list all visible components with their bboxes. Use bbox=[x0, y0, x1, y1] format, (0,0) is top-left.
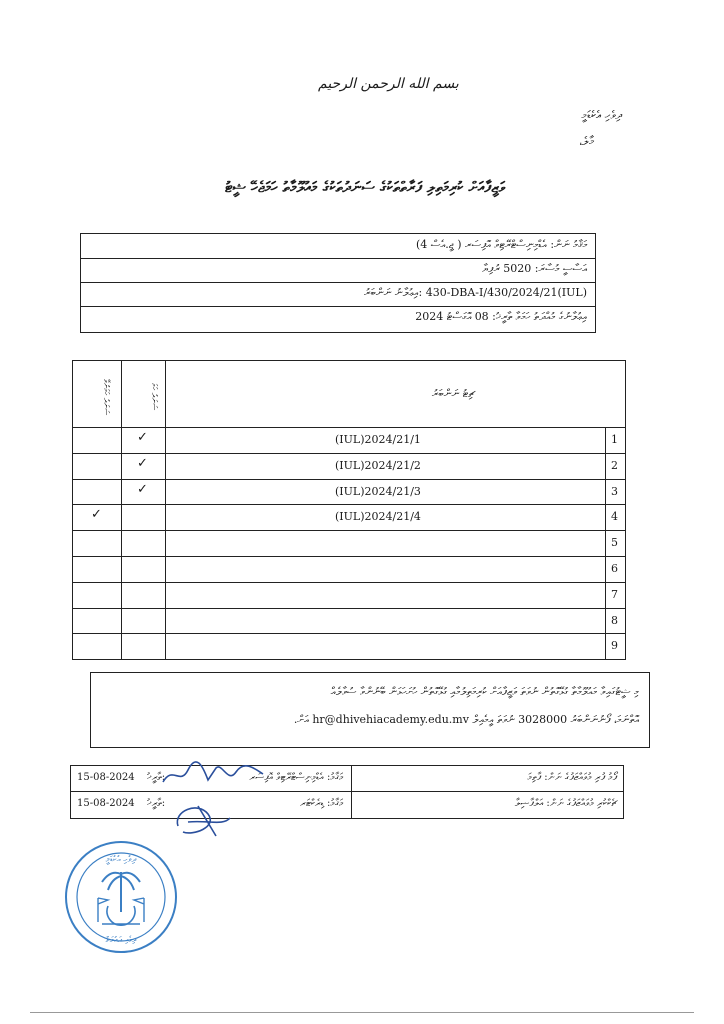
row-number: 6 bbox=[611, 562, 618, 575]
bismillah-calligraphy: بسم الله الرحمن الرحيم bbox=[318, 76, 459, 92]
sig1-date-label: ތާރީޚު: bbox=[147, 772, 166, 783]
sig2-checker: ޗެކްކުރި މުވައްޒަފުގެ ނަން: އަލްފާޟިލާ bbox=[514, 798, 617, 809]
info-row-deadline bbox=[81, 306, 595, 330]
row-number: 5 bbox=[611, 536, 618, 550]
sig1-date: 15-08-2024 bbox=[77, 772, 135, 783]
handwritten-signature-2 bbox=[168, 796, 238, 842]
sig2-position: މަޤާމު: ޑިރެކްޓަރ bbox=[299, 798, 343, 809]
stamp-bottom-text: ދިވެހި ދައުލަތް bbox=[105, 935, 137, 944]
notice-line-1: މި ޝީޓުގައިވާ މައުލޫމާތާ ގުޅޭގޮތުން ނުވަތަ ވަޒީފާއަށް ކުރިމަތިލުމާއި ގުޅޭގޮތުން ހުށަހަޅަން ބޭނުންވާ ސުވާލެއް bbox=[330, 685, 639, 698]
stamp-top-text: ދިވެހި އެކެޑަމީ bbox=[105, 855, 137, 865]
info-announcement-text: (IUL)430-DBA-I/430/2024/21 :އިޢުލާނު ނަންބަރު bbox=[363, 286, 587, 299]
sig1-preparer: ފޯމު ފުރި މުވައްޒަފުގެ ނަން: ފާތިމަ bbox=[527, 772, 617, 783]
application-code: (IUL)2024/21/2 bbox=[335, 458, 421, 472]
header-qualified: ސަނަދު ހަމަ bbox=[150, 383, 159, 411]
row-number: 2 bbox=[611, 458, 618, 472]
application-code: (IUL)2024/21/3 bbox=[335, 484, 421, 498]
applicants-table bbox=[72, 360, 626, 660]
document-title: ވަޒީފާއަށް ކުރިމަތިލި ފަރާތްތަކުގެ ސަނަދުތަކުގެ މައުލޫމާތު ހަމަޖެހޭ ޝީޓު bbox=[224, 178, 506, 196]
row-number: 8 bbox=[611, 613, 618, 627]
contact-notice-box bbox=[90, 672, 650, 748]
info-row-position bbox=[81, 234, 595, 259]
info-salary-text: އަސާސީ މުސާރަ: 5020 ރުފިޔާ bbox=[481, 262, 587, 275]
info-row-announcement bbox=[81, 282, 595, 307]
application-code: (IUL)2024/21/1 bbox=[335, 433, 421, 446]
header-not-qualified: ސަނަދު ހަމަނުވޭ bbox=[102, 378, 111, 416]
handwritten-signature-1 bbox=[158, 760, 268, 790]
qualified-check-icon: ✓ bbox=[137, 481, 148, 497]
notice-line-2: އޮތްނަމަ، ފޯނުނަންބަރު 3028000 ނުވަތަ އީމެއިލް hr@dhivehiacademy.edu.mv އަށް. bbox=[293, 713, 639, 726]
institution-name: ދިވެހި އެކެޑަމީ bbox=[581, 108, 622, 122]
page-bottom-rule bbox=[30, 1012, 694, 1013]
info-deadline-text: އިޢުލާނުގެ މުއްދަތު ހަމަވާ ތާރީޚު: 08 އޮގަސްޓު 2024 bbox=[415, 310, 587, 323]
not-qualified-check-icon: ✓ bbox=[91, 507, 102, 523]
signature-box bbox=[70, 765, 624, 819]
qualified-check-icon: ✓ bbox=[137, 455, 148, 471]
row-number: 1 bbox=[611, 433, 618, 446]
info-row-salary bbox=[81, 258, 595, 283]
row-number: 4 bbox=[611, 510, 618, 524]
application-code: (IUL)2024/21/4 bbox=[335, 510, 421, 524]
header-application-number: ޗިޓު ނަންބަރު bbox=[431, 387, 475, 400]
sig2-date: 15-08-2024 bbox=[77, 798, 135, 809]
sig1-position: މަޤާމު: އެޑްމިނިސްޓްރޭޓިވް އޮފިސަރ bbox=[249, 772, 343, 783]
info-position-text: މަޤާމު ނަން: އެޑްމިނިސްޓްރޭޓިވް އޮފިސަރ ( ޖީ.އެސް 4) bbox=[416, 238, 587, 251]
row-number: 3 bbox=[611, 484, 618, 498]
position-info-box bbox=[80, 233, 596, 333]
qualified-check-icon: ✓ bbox=[137, 430, 148, 445]
row-number: 7 bbox=[611, 587, 618, 601]
institution-address: މާލެ، bbox=[579, 134, 594, 148]
row-number: 9 bbox=[611, 639, 618, 653]
sig2-date-label: ތާރީޚު: bbox=[147, 798, 166, 809]
official-stamp-seal bbox=[62, 838, 180, 956]
